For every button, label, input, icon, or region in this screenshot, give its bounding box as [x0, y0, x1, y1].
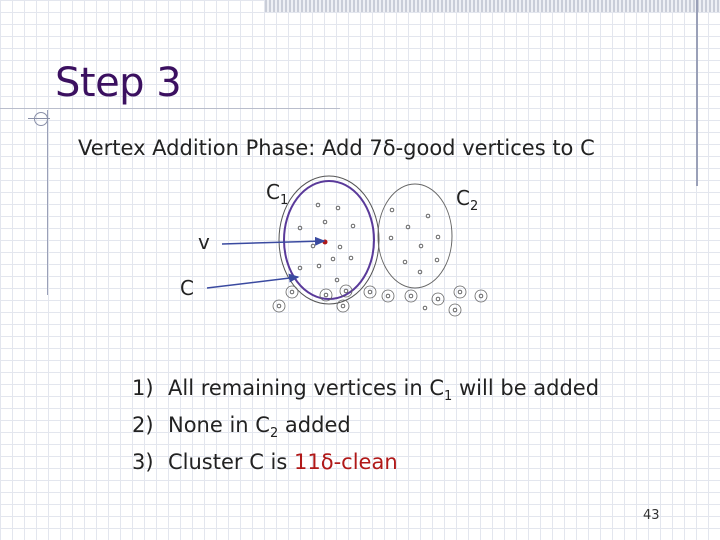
list-text: All remaining vertices in C [168, 376, 445, 400]
list-item [132, 411, 599, 448]
vertex-dot [419, 244, 423, 248]
vertex-dot [317, 264, 321, 268]
vertex-dot [338, 245, 342, 249]
cluster-c1-outline [284, 181, 374, 299]
vertex-dot [351, 224, 355, 228]
subtitle-text-end: -good vertices to C [395, 136, 595, 160]
vertex-dot [453, 308, 457, 312]
vertex-ring [364, 286, 376, 298]
label-c: C [180, 276, 194, 300]
vertex-dot [290, 290, 294, 294]
vertex-dot [436, 235, 440, 239]
vertex-dot [418, 270, 422, 274]
vertex-dot [458, 290, 462, 294]
vertex-dot [324, 293, 328, 297]
cluster-c-outline [279, 176, 379, 304]
list-item [132, 448, 599, 477]
vertex-dot [386, 294, 390, 298]
cluster-c2-outline [378, 184, 452, 288]
vertex-ring [475, 290, 487, 302]
vertex-dot [426, 214, 430, 218]
vertex-ring [432, 293, 444, 305]
label-v: v [198, 230, 210, 254]
list-text: Cluster C is [168, 450, 294, 475]
vertex-dot [316, 203, 320, 207]
label-c1 [266, 180, 288, 208]
list-highlight: 11δ-clean [294, 450, 398, 475]
vertex-v [323, 240, 328, 245]
vertex-dot [298, 226, 302, 230]
vertex-dot [368, 290, 372, 294]
label-c1-sub: 1 [279, 193, 289, 208]
slide-title: Step 3 [55, 60, 182, 106]
vertex-dot [323, 220, 327, 224]
vertex-dot [344, 289, 348, 293]
arrow-to-v [222, 241, 324, 244]
delta-symbol: δ [382, 136, 396, 160]
label-c1-text: C [266, 180, 280, 204]
page-number: 43 [643, 508, 660, 523]
vertex-dot [403, 260, 407, 264]
label-c2-text: C [456, 186, 470, 210]
list-subscript: 1 [444, 389, 453, 405]
vertex-ring [454, 286, 466, 298]
list-number: 2) [132, 413, 154, 438]
vertex-dot [389, 236, 393, 240]
vertex-dot [298, 266, 302, 270]
label-c2 [456, 186, 478, 214]
vertex-dot [406, 225, 410, 229]
vertex-dot [341, 304, 345, 308]
vertex-ring [286, 286, 298, 298]
vertex-ring [382, 290, 394, 302]
list-number: 1) [132, 376, 154, 400]
vertex-dot [479, 294, 483, 298]
vertex-ring [449, 304, 461, 316]
result-list [132, 374, 599, 477]
subtitle-text: Vertex Addition Phase: Add 7 [78, 136, 383, 160]
vertex-dot [277, 304, 281, 308]
vertex-ring [273, 300, 285, 312]
arrow-to-c [207, 277, 298, 288]
vertex-dot [331, 257, 335, 261]
list-text-end: will be added [452, 376, 600, 400]
list-text-end: added [278, 413, 351, 438]
vertex-dot [335, 278, 339, 282]
list-text: None in C [168, 413, 270, 438]
vertex-dot [349, 256, 353, 260]
vertex-ring [405, 290, 417, 302]
label-c2-sub: 2 [469, 199, 479, 214]
vertex-dot [435, 258, 439, 262]
vertex-dot [409, 294, 413, 298]
list-number: 3) [132, 450, 154, 475]
vertex-dot [336, 206, 340, 210]
vertex-dot [436, 297, 440, 301]
vertex-dot [390, 208, 394, 212]
list-item [132, 374, 599, 411]
list-subscript: 2 [269, 426, 279, 442]
vertex-dot [311, 244, 315, 248]
vertex-dot [423, 306, 427, 310]
